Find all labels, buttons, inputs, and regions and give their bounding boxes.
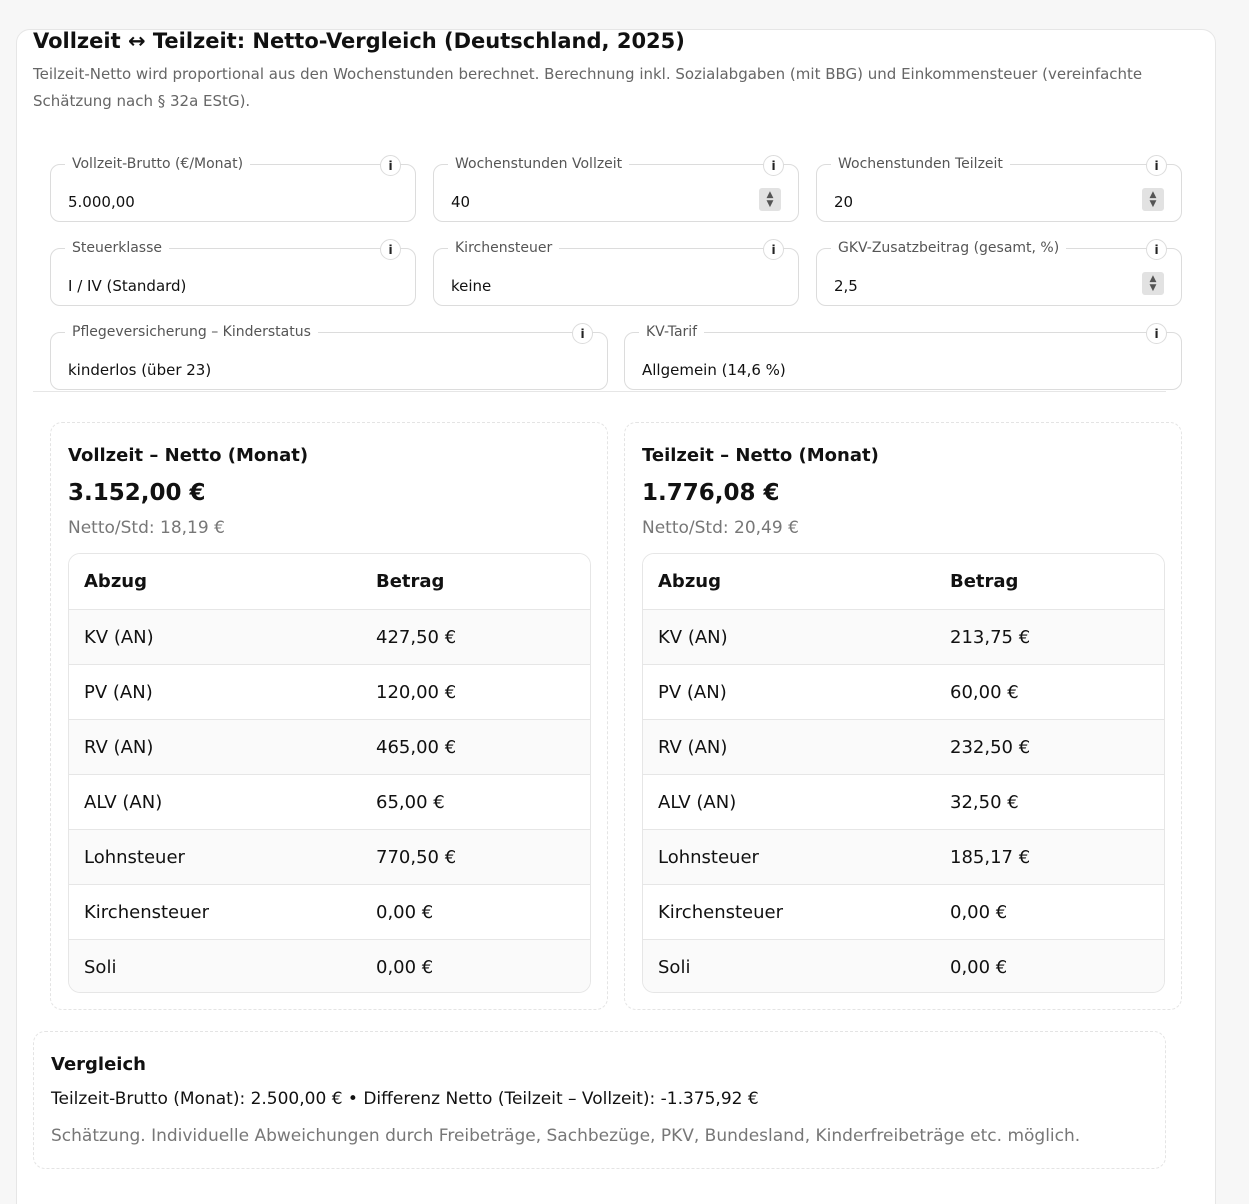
row-label: ALV (AN) <box>84 791 163 813</box>
table-header-row <box>69 554 590 609</box>
brutto-input[interactable]: 5.000,00 <box>68 193 135 211</box>
column-header-amount: Betrag <box>376 571 445 592</box>
row-amount: 0,00 € <box>950 956 1008 978</box>
chevron-up-icon[interactable]: ▲ <box>766 189 774 200</box>
page-subtitle: Teilzeit-Netto wird proportional aus den Wochenstunden berechnet. Berechnung inkl. Sozialabgaben (mit BBG) und Einkommensteuer (vereinfachte Schätzung nach § 32a EStG). <box>33 65 1143 110</box>
gkv-extra-label: GKV-Zusatzbeitrag (gesamt, %) <box>831 240 1066 256</box>
row-amount: 185,17 € <box>950 846 1031 868</box>
row-amount: 770,50 € <box>376 846 457 868</box>
info-icon[interactable]: i <box>380 239 401 260</box>
row-amount: 427,50 € <box>376 626 457 648</box>
chevron-down-icon[interactable]: ▼ <box>766 198 774 209</box>
column-header-deduction: Abzug <box>84 571 147 592</box>
church-tax-select[interactable] <box>433 240 799 306</box>
comparison-title: Vergleich <box>51 1054 146 1075</box>
hours-full-label: Wochenstunden Vollzeit <box>448 156 629 172</box>
kv-tariff-value[interactable]: Allgemein (14,6 %) <box>642 361 786 379</box>
info-icon[interactable]: i <box>763 155 784 176</box>
part-time-net-per-hour: Netto/Std: 20,49 € <box>642 518 799 538</box>
table-row <box>643 829 1164 884</box>
church-tax-label: Kirchensteuer <box>448 240 559 256</box>
brutto-label: Vollzeit-Brutto (€/Monat) <box>65 156 250 172</box>
row-amount: 232,50 € <box>950 736 1031 758</box>
church-tax-value[interactable]: keine <box>451 277 492 295</box>
table-row <box>643 884 1164 939</box>
hours-part-input[interactable]: 20 <box>834 193 854 211</box>
row-amount: 60,00 € <box>950 681 1019 703</box>
page-title: Vollzeit ↔ Teilzeit: Netto-Vergleich (Deutschland, 2025) <box>33 29 685 53</box>
row-amount: 32,50 € <box>950 791 1019 813</box>
table-row <box>69 774 590 829</box>
table-row <box>69 829 590 884</box>
row-amount: 0,00 € <box>376 956 434 978</box>
table-row <box>643 664 1164 719</box>
row-amount: 213,75 € <box>950 626 1031 648</box>
info-icon[interactable]: i <box>1146 155 1167 176</box>
comparison-summary: Teilzeit-Brutto (Monat): 2.500,00 € • Differenz Netto (Teilzeit – Vollzeit): -1.375,92 € <box>51 1089 759 1109</box>
full-time-net: 3.152,00 € <box>68 480 206 506</box>
info-icon[interactable]: i <box>1146 323 1167 344</box>
care-status-label: Pflegeversicherung – Kinderstatus <box>65 324 318 340</box>
care-status-select[interactable] <box>50 324 608 390</box>
table-row <box>69 884 590 939</box>
comparison-note: Schätzung. Individuelle Abweichungen durch Freibeträge, Sachbezüge, PKV, Bundesland, Kinderfreibeträge etc. möglich. <box>51 1126 1081 1146</box>
part-time-result <box>624 422 1182 1010</box>
chevron-up-icon[interactable]: ▲ <box>1149 189 1157 200</box>
full-time-net-per-hour: Netto/Std: 18,19 € <box>68 518 225 538</box>
table-row <box>69 609 590 664</box>
hours-part-label: Wochenstunden Teilzeit <box>831 156 1010 172</box>
table-row <box>643 609 1164 664</box>
row-amount: 465,00 € <box>376 736 457 758</box>
table-row <box>643 774 1164 829</box>
table-header-row <box>643 554 1164 609</box>
tax-class-select[interactable] <box>50 240 416 306</box>
row-label: Kirchensteuer <box>84 901 209 923</box>
column-header-deduction: Abzug <box>658 571 721 592</box>
row-label: Lohnsteuer <box>84 846 185 868</box>
row-amount: 120,00 € <box>376 681 457 703</box>
gkv-extra-stepper[interactable] <box>1142 272 1164 295</box>
chevron-up-icon[interactable]: ▲ <box>1149 273 1157 284</box>
table-row <box>69 664 590 719</box>
part-time-title: Teilzeit – Netto (Monat) <box>642 445 879 466</box>
row-label: KV (AN) <box>84 626 154 648</box>
info-icon[interactable]: i <box>380 155 401 176</box>
row-amount: 0,00 € <box>376 901 434 923</box>
row-label: PV (AN) <box>658 681 727 703</box>
part-time-deductions-table <box>642 553 1165 993</box>
care-status-value[interactable]: kinderlos (über 23) <box>68 361 212 379</box>
row-amount: 65,00 € <box>376 791 445 813</box>
row-label: Soli <box>658 956 691 978</box>
tax-class-label: Steuerklasse <box>65 240 169 256</box>
row-label: Soli <box>84 956 117 978</box>
row-label: ALV (AN) <box>658 791 737 813</box>
brutto-field[interactable] <box>50 156 416 222</box>
chevron-down-icon[interactable]: ▼ <box>1149 198 1157 209</box>
section-divider <box>33 391 1166 392</box>
chevron-down-icon[interactable]: ▼ <box>1149 282 1157 293</box>
row-label: KV (AN) <box>658 626 728 648</box>
kv-tariff-select[interactable] <box>624 324 1182 390</box>
gkv-extra-input[interactable]: 2,5 <box>834 277 858 295</box>
row-label: Lohnsteuer <box>658 846 759 868</box>
comparison-box <box>33 1031 1166 1169</box>
tax-class-value[interactable]: I / IV (Standard) <box>68 277 187 295</box>
row-label: RV (AN) <box>658 736 728 758</box>
row-amount: 0,00 € <box>950 901 1008 923</box>
column-header-amount: Betrag <box>950 571 1019 592</box>
full-time-title: Vollzeit – Netto (Monat) <box>68 445 309 466</box>
hours-full-input[interactable]: 40 <box>451 193 471 211</box>
gkv-extra-field[interactable] <box>816 240 1182 306</box>
table-row <box>643 939 1164 993</box>
kv-tariff-label: KV-Tarif <box>639 324 704 340</box>
full-time-deductions-table <box>68 553 591 993</box>
row-label: Kirchensteuer <box>658 901 783 923</box>
hours-full-field[interactable] <box>433 156 799 222</box>
table-row <box>643 719 1164 774</box>
info-icon[interactable]: i <box>572 323 593 344</box>
part-time-net: 1.776,08 € <box>642 480 780 506</box>
info-icon[interactable]: i <box>1146 239 1167 260</box>
row-label: RV (AN) <box>84 736 154 758</box>
hours-part-stepper[interactable] <box>1142 188 1164 211</box>
table-row <box>69 719 590 774</box>
table-row <box>69 939 590 993</box>
info-icon[interactable]: i <box>763 239 784 260</box>
row-label: PV (AN) <box>84 681 153 703</box>
hours-part-field[interactable] <box>816 156 1182 222</box>
hours-full-stepper[interactable] <box>759 188 781 211</box>
full-time-result <box>50 422 608 1010</box>
